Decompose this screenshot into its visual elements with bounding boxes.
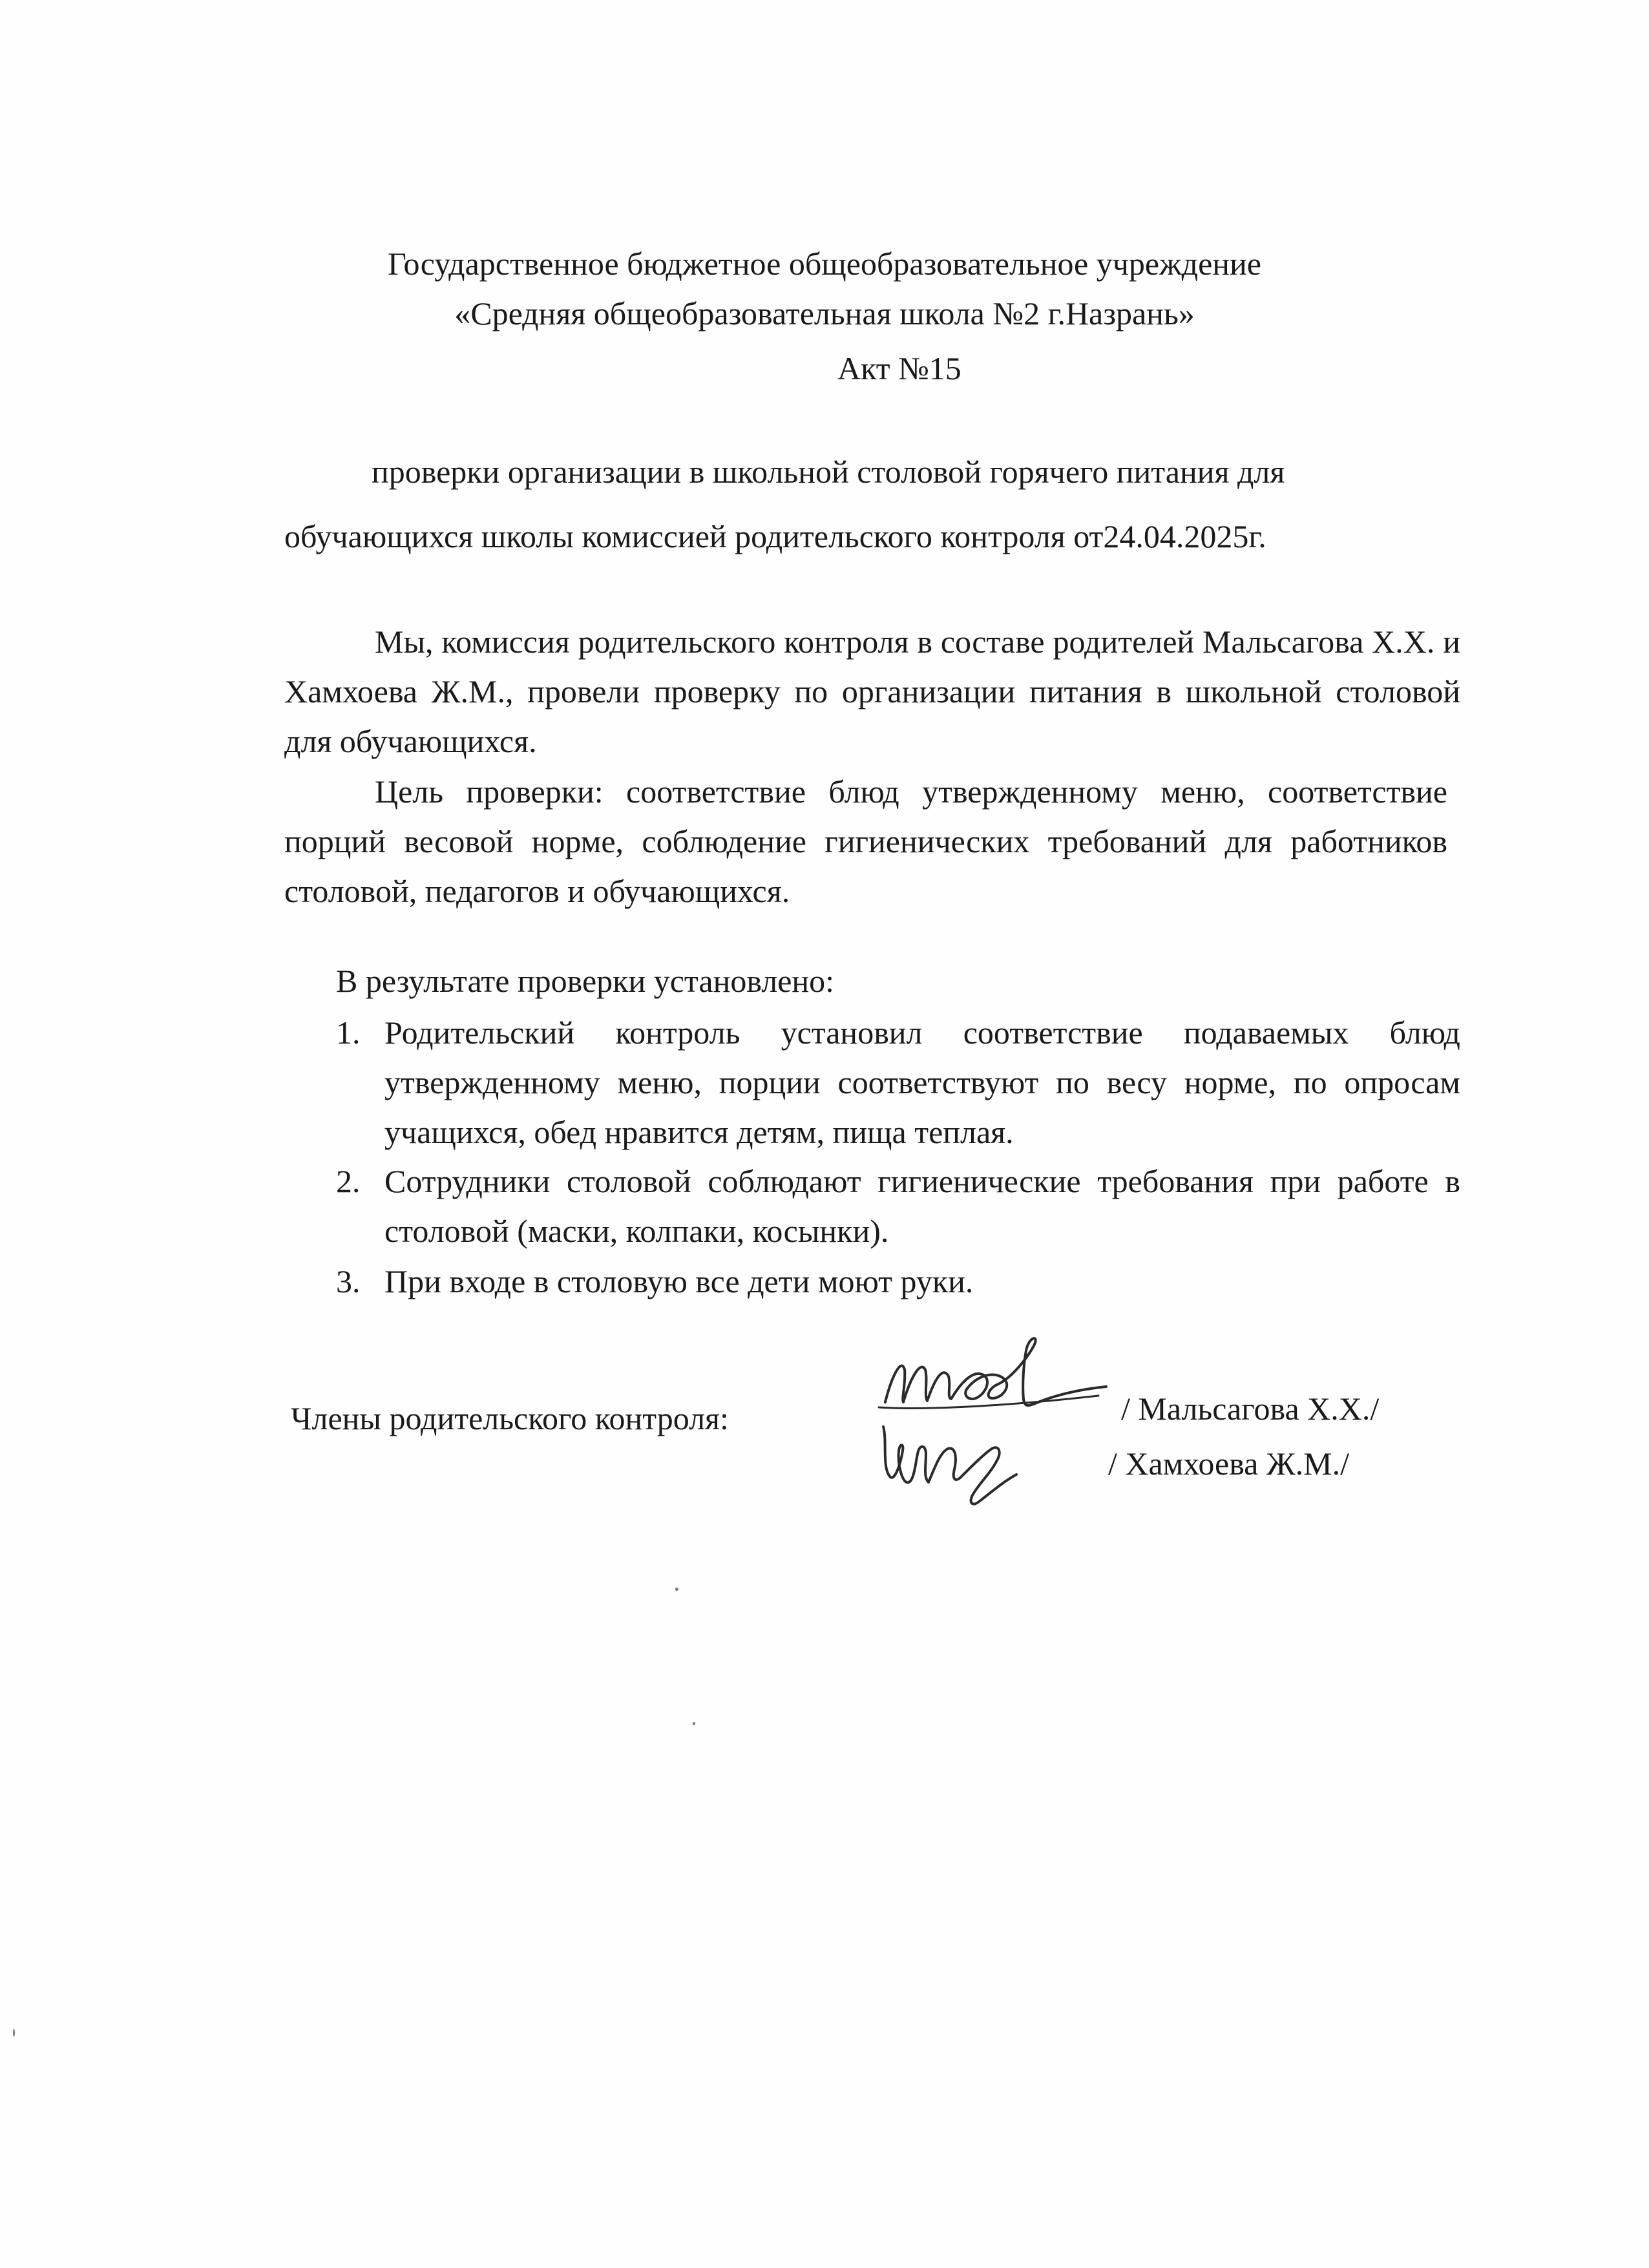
institution-name-line2: «Средняя общеобразовательная школа №2 г.Назрань» [454,295,1195,331]
subject-line2: обучающихся школы комиссией родительского контроля от24.04.2025г. [284,518,1266,554]
list-item-number: 1. [336,1014,361,1051]
scan-speck [13,2029,15,2037]
institution-name-line1: Государственное бюджетное общеобразовательное учреждение [388,246,1261,282]
results-intro: В результате проверки установлено: [336,963,835,999]
signatures-label: Члены родительского контроля: [291,1400,729,1436]
list-item-number: 3. [336,1263,361,1299]
subject-line1: проверки организации в школьной столовой горячего питания для [372,454,1285,490]
handwritten-signature-2 [876,1415,1024,1512]
list-item-number: 2. [336,1163,361,1199]
act-title: Акт №15 [837,350,961,386]
handwritten-signature-1 [866,1331,1111,1428]
list-item: При входе в столовую все дети моют руки. [384,1263,974,1299]
signature-name-1: / Мальсагова Х.Х./ [1121,1391,1380,1427]
signature-name-2: / Хамхоева Ж.М./ [1108,1445,1350,1482]
paragraph-commission: Мы, комиссия родительского контроля в составе родителей Мальсагова Х.Х. и Хамхоева Ж.М., провели проверку по организации питания в школьной столовой для обучающихся. [284,624,1460,759]
scan-speck [675,1588,678,1591]
scan-speck [693,1722,695,1725]
list-item: Родительский контроль установил соответствие подаваемых блюд утвержденному меню, порции соответствуют по весу норме, по опросам учащихся, обед нравится детям, пища теплая. [384,1014,1460,1150]
list-item: Сотрудники столовой соблюдают гигиенические требования при работе в столовой (маски, колпаки, косынки). [384,1163,1460,1249]
paragraph-goal: Цель проверки: соответствие блюд утвержденному меню, соответствие порций весовой норме, соблюдение гигиенических требований для работников столовой, педагогов и обучающихся. [284,773,1447,909]
